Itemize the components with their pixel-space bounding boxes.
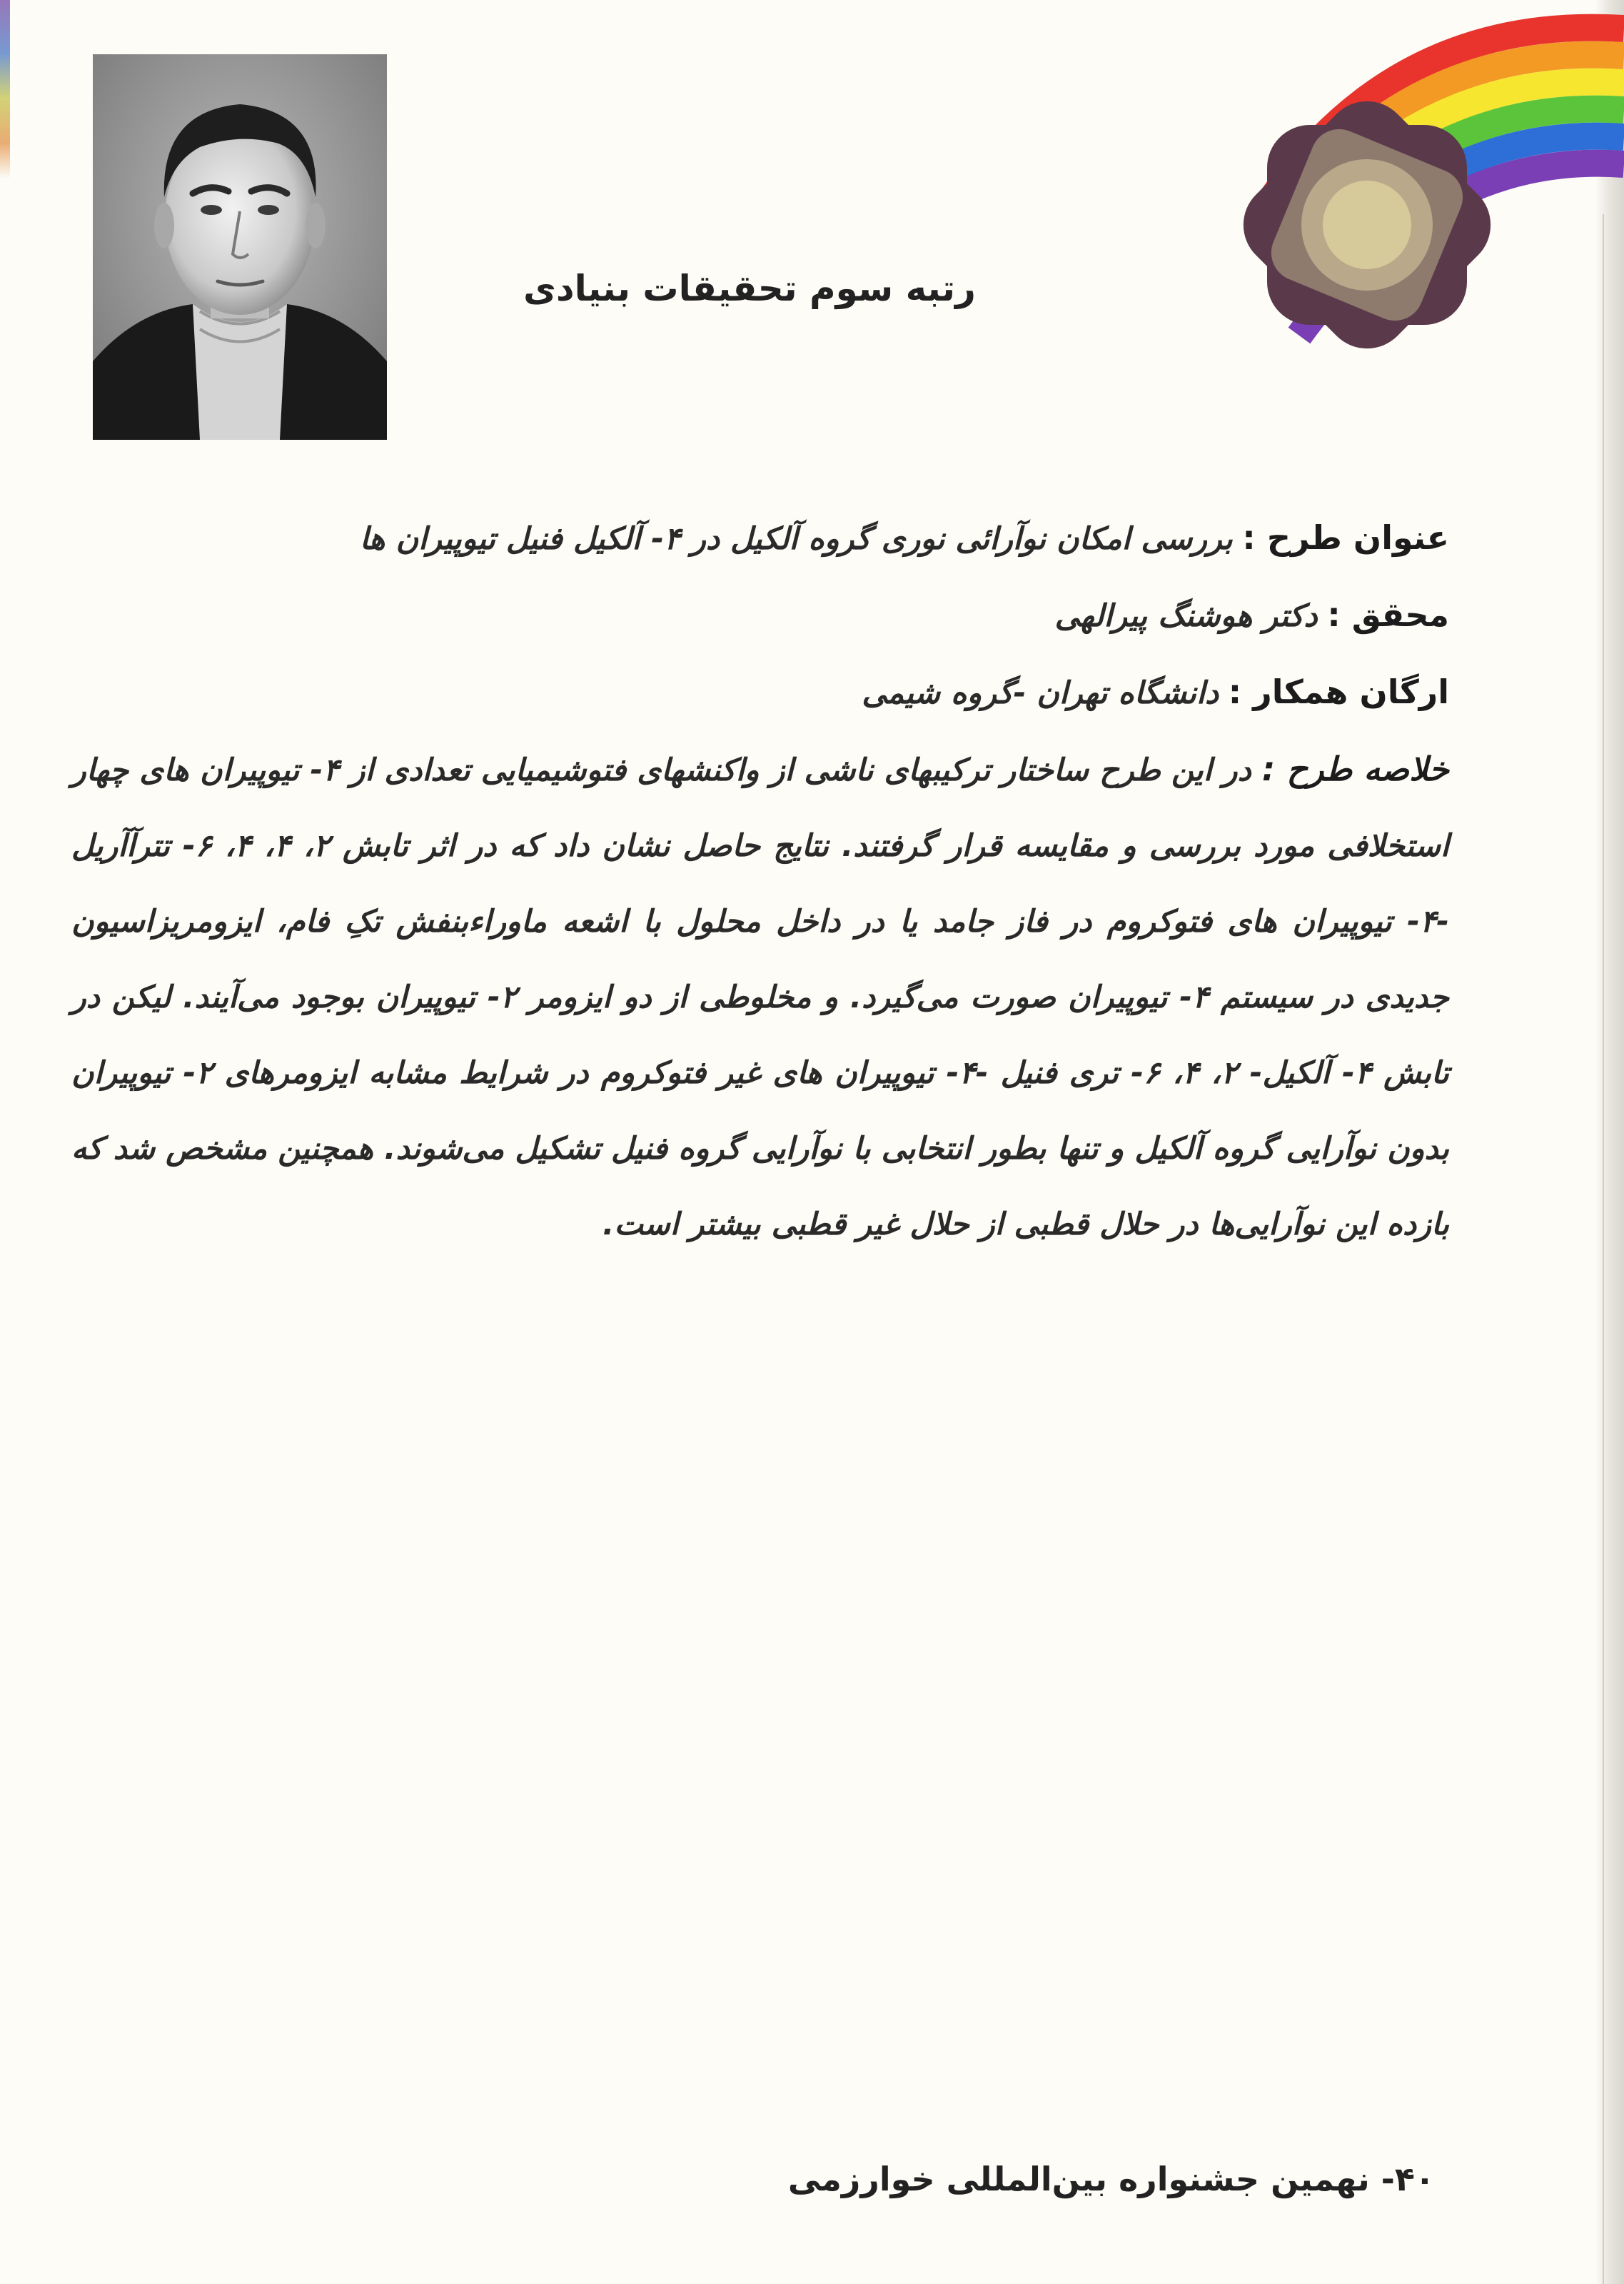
project-title-label: عنوان طرح : — [1242, 518, 1449, 557]
researcher-row — [71, 577, 1449, 654]
rank-title: رتبه سوم تحقیقات بنیادی — [523, 268, 976, 309]
researcher-value: دکتر هوشنگ پیرالهی — [1054, 598, 1318, 634]
researcher-portrait-photo — [93, 54, 387, 440]
project-title-value: بررسی امکان نوآرائی نوری گروه آلکیل در ۴- آلکیل فنیل تیوپیران ها — [359, 521, 1233, 557]
project-title-row — [71, 500, 1449, 577]
researcher-label: محقق : — [1327, 595, 1449, 634]
project-info — [71, 500, 1449, 1262]
partner-org-value: دانشگاه تهران -گروه شیمی — [862, 675, 1219, 711]
partner-org-row — [71, 654, 1449, 731]
abstract-paragraph — [71, 731, 1449, 1262]
page-edge-line-right — [1603, 214, 1604, 2284]
abstract-text: در این طرح ساختار ترکیبهای ناشی از واکنشهای فتوشیمیایی تعدادی از ۴- تیوپیران های چهار استخلافی مورد بررسی و مقایسه قرار گرفتند. نتایج حاصل نشان داد که در اثر تابش ۲، ۴، ۴، ۶- تترآآریل -۴- تیوپیران های فتوکروم در فاز جامد یا در داخل محلول با اشعه ماوراء‌بنفش تکِ فام، ایزومریزاسیون جدیدی در سیستم ۴- تیوپیران صورت می‌گیرد. و مخلوطی از دو ایزومر ۲- تیوپیران بوجود می‌آیند. لیکن در تابش ۴- آلکیل- ۲، ۴، ۶- تری فنیل -۴- تیوپیران های غیر فتوکروم در شرایط مشابه ایزومرهای ۲- تیوپیران بدون نوآرایی گروه آلکیل و تنها بطور انتخابی با نوآرایی گروه فنیل تشکیل می‌شوند. همچنین مشخص شد که بازده این نوآرایی‌ها در حلال قطبی از حلال غیر قطبی بیشتر است. — [71, 753, 1450, 1242]
abstract-label: خلاصه طرح : — [1261, 750, 1449, 788]
page-edge-decoration-left — [0, 0, 10, 178]
festival-emblem-rainbow — [1185, 0, 1624, 371]
partner-org-label: ارگان همکار : — [1228, 673, 1449, 711]
page-footer: ۴۰- نهمین جشنواره بین‌المللی خوارزمی — [787, 2160, 1435, 2198]
